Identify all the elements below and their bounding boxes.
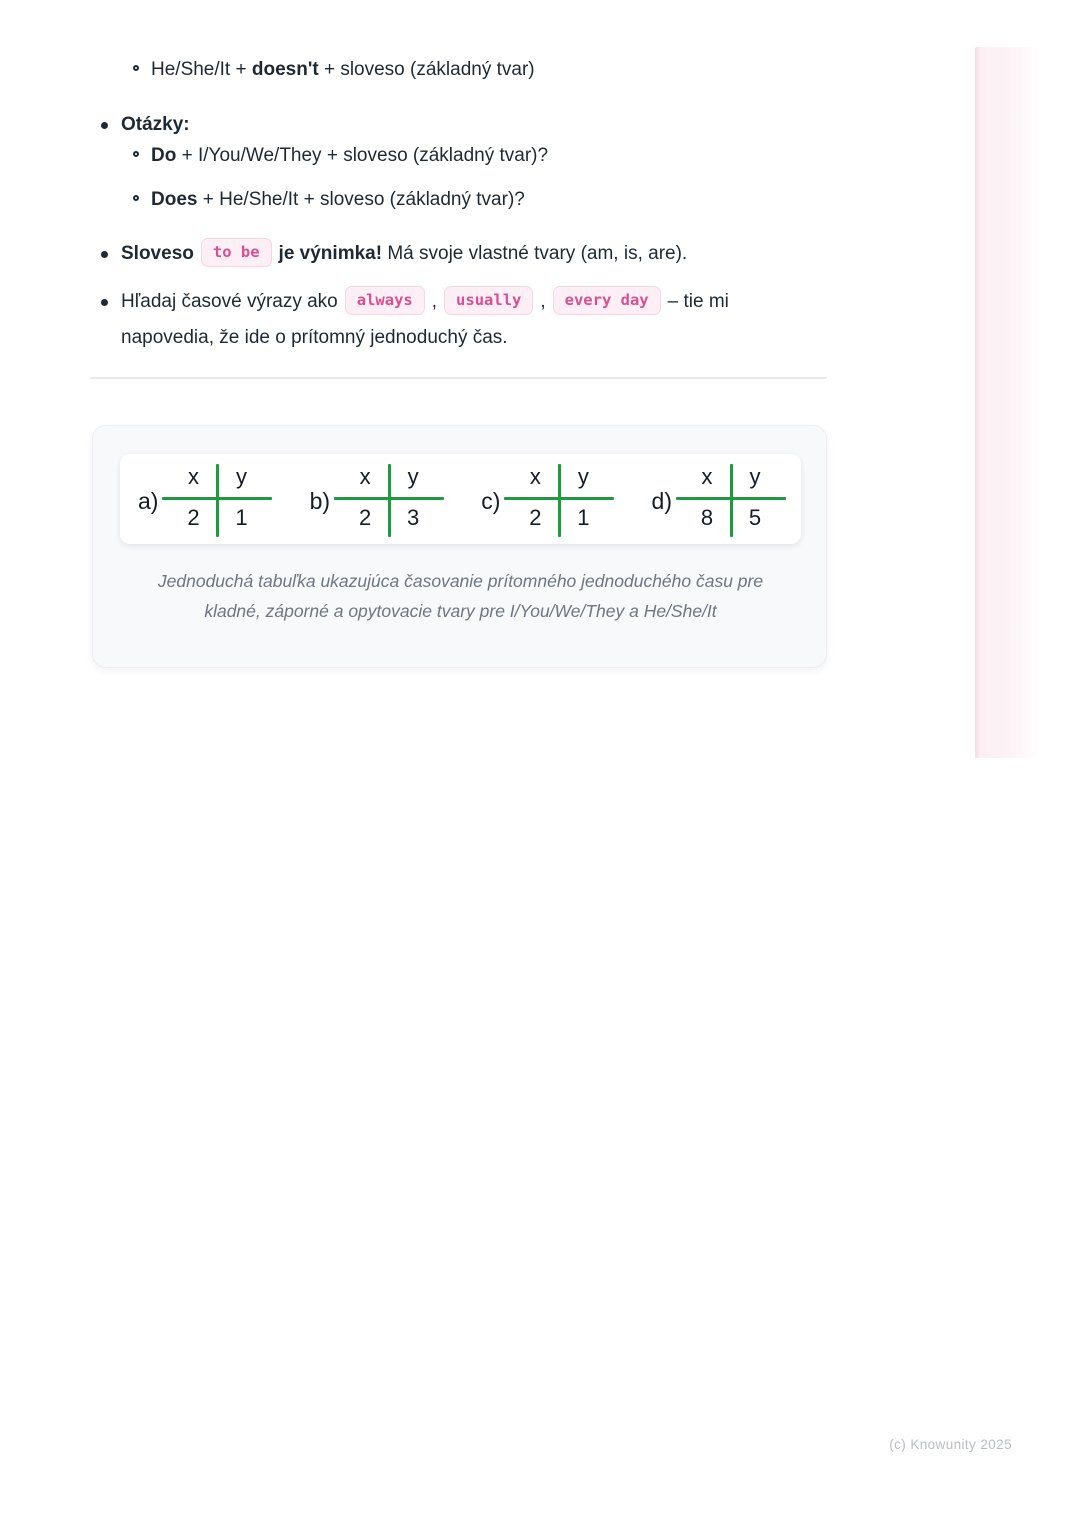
- table-value-y: 1: [235, 505, 248, 530]
- table-header-x: x: [359, 464, 371, 489]
- questions-heading: Otázky:: [121, 114, 190, 135]
- table-value-x: 2: [529, 505, 542, 530]
- table-vertical-line: [730, 464, 733, 537]
- bullet-circle-icon: [133, 195, 139, 201]
- bullet-circle-icon: [133, 65, 139, 71]
- xy-table-b: [310, 463, 437, 535]
- horizontal-divider: [90, 377, 827, 379]
- table-header-y: y: [407, 464, 419, 489]
- code-chip-to-be: to be: [201, 238, 272, 267]
- copyright-note: (c) Knowunity 2025: [889, 1437, 1012, 1452]
- figure-caption: Jednoduchá tabuľka ukazujúca časovanie prítomného jednoduchého času pre kladné, záporné a opytovacie tvary pre I/You/We/They a He/She/It: [157, 571, 764, 621]
- text-segment: + I/You/We/They + sloveso (základný tvar)?: [176, 145, 549, 166]
- text-segment: – tie mi napovedia, že ide o prítomný jednoduchý čas.: [121, 291, 729, 348]
- list-item-text: [151, 185, 525, 215]
- figure-card: [92, 425, 827, 668]
- table-header-y: y: [749, 464, 761, 489]
- text-segment: Hľadaj časové výrazy ako: [121, 291, 338, 312]
- text-segment: ,: [431, 291, 438, 312]
- figure-panel: [120, 454, 801, 544]
- table-header-y: y: [577, 464, 589, 489]
- code-chip-every-day: every day: [553, 286, 661, 315]
- xy-table-c: [481, 463, 607, 535]
- xy-table: [683, 463, 779, 535]
- list-item-text: [121, 284, 811, 356]
- table-vertical-line: [558, 464, 561, 537]
- table-header-x: x: [701, 464, 713, 489]
- list-item-text: [121, 239, 687, 269]
- text-segment: ,: [540, 291, 546, 312]
- text-segment: + He/She/It + sloveso (základný tvar)?: [197, 189, 525, 210]
- table-value-y: 5: [748, 505, 762, 530]
- table-value-x: 2: [187, 505, 200, 530]
- list-item-text: [151, 141, 548, 171]
- table-value-y: 1: [577, 505, 590, 530]
- text-segment-bold: je výnimka!: [278, 243, 383, 264]
- pink-ribbon-decoration: [975, 47, 1038, 758]
- bullet-dot-icon: [101, 251, 108, 258]
- code-chip-always: always: [345, 286, 425, 315]
- table-value-x: 2: [358, 505, 372, 530]
- list-item-time-expressions: [101, 284, 813, 356]
- table-label: b): [309, 487, 331, 514]
- table-value-x: 8: [700, 505, 714, 530]
- table-label: d): [651, 487, 672, 514]
- code-chip-usually: usually: [444, 286, 533, 315]
- xy-table: [511, 463, 607, 535]
- table-value-y: 3: [406, 505, 420, 530]
- xy-table: [341, 463, 437, 535]
- table-vertical-line: [216, 464, 219, 537]
- list-item-negative-form: [133, 55, 833, 85]
- bullet-dot-icon: [101, 122, 108, 129]
- list-item-tobe-exception: [101, 239, 821, 269]
- text-segment-bold: Do: [151, 145, 177, 166]
- table-label: c): [481, 487, 501, 514]
- list-item-text: [151, 55, 535, 85]
- xy-table: [169, 463, 265, 535]
- text-segment-bold: Does: [151, 189, 198, 210]
- text-segment: + sloveso (základný tvar): [318, 59, 535, 80]
- table-header-x: x: [529, 464, 541, 489]
- list-item-do-question: [133, 141, 833, 171]
- table-header-y: y: [235, 464, 247, 489]
- table-vertical-line: [388, 464, 391, 537]
- text-segment-bold: doesn't: [251, 59, 319, 80]
- table-header-x: x: [187, 464, 199, 489]
- bullet-dot-icon: [101, 299, 108, 306]
- bullet-circle-icon: [133, 151, 139, 157]
- table-label: a): [138, 487, 159, 514]
- xy-table-d: [652, 463, 779, 535]
- list-item-does-question: [133, 185, 833, 215]
- text-segment-bold: Sloveso: [121, 243, 194, 264]
- xy-table-a: [138, 463, 265, 535]
- text-segment: He/She/It +: [151, 59, 252, 80]
- list-item-questions-heading: [101, 110, 821, 140]
- text-segment: Má svoje vlastné tvary (am, is, are).: [382, 243, 688, 264]
